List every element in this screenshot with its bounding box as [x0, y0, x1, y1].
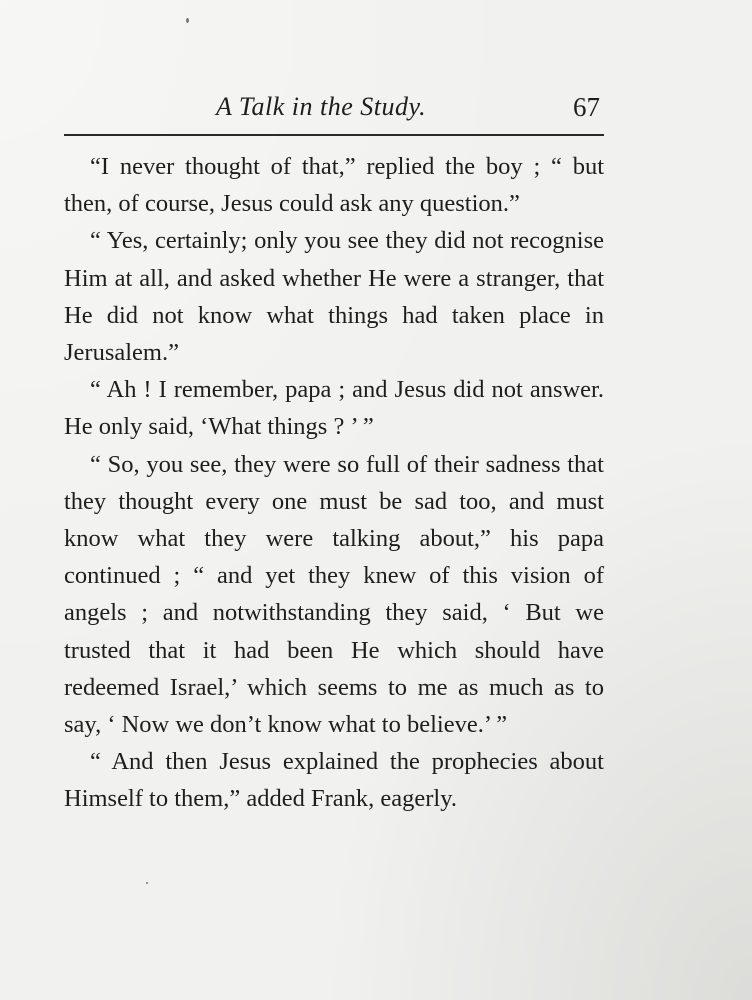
paper-speck: [186, 18, 189, 23]
paragraph: “I never thought of that,” replied the boy ; “ but then, of course, Jesus could ask any question.”: [64, 153, 604, 218]
page-number: 67: [573, 92, 600, 122]
paper-speck: [146, 882, 148, 884]
paragraph: “ Yes, certainly; only you see they did not recognise Him at all, and asked whether He were a stranger, that He did not know what things had taken place in Jerusalem.”: [64, 227, 604, 367]
paragraph: “ Ah ! I remember, papa ; and Jesus did not answer. He only said, ‘What things ? ’ ”: [64, 376, 604, 441]
running-head: A Talk in the Study.: [216, 92, 427, 121]
body-text: [64, 148, 604, 818]
paragraph: “ So, you see, they were so full of their sadness that they thought every one must be sad too, and must know what they were talking about,” his papa continued ; “ and yet they knew of this vision of angels ; and notwithstanding they said, ‘ But we trusted that it had been He which should have redeemed Israel,’ which seems to me as much as to say, ‘ Now we don’t know what to believe.’ ”: [64, 450, 604, 739]
header-rule: [64, 134, 604, 136]
paragraph: “ And then Jesus explained the prophecies about Himself to them,” added Frank, eagerly.: [64, 748, 604, 813]
page-header: [64, 92, 604, 132]
